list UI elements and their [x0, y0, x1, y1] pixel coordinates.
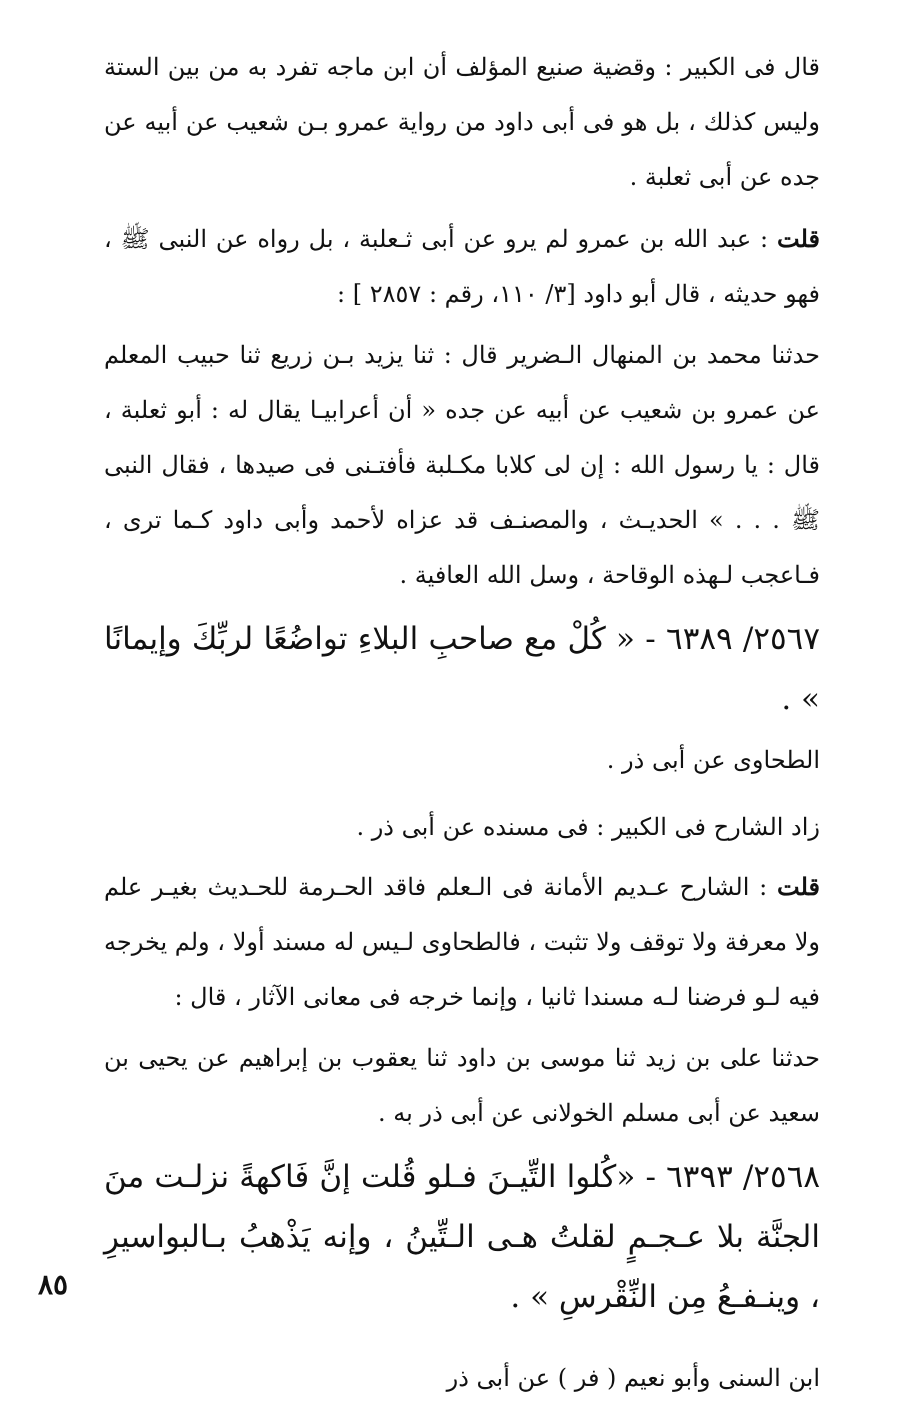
paragraph-qultu-2-text: : الشارح عـديم الأمانة فى الـعلم فاقد الحـرمة للحـديث بغيـر علم ولا معرفة ولا توقف ولا تثبت ، فالطحاوى لـيس له مسند أولا ، ولم يخرجه فيه لـو فرضنا لـه مسندا ثانيا ، وإنما خرجه فى معانى الآثار ، قال :	[104, 873, 820, 1011]
hadith-2567-source: الطحاوى عن أبى ذر .	[606, 746, 820, 774]
paragraph-isnad-abu-dawud: حدثنا محمد بن المنهال الـضرير قال : ثنا يزيد بـن زريع ثنا حبيب المعلم عن عمرو بن شعيب عن أبيه عن جده « أن أعرابيـا يقال له : أبو ثعلبة ، قال : يا رسول الله : إن لى كلابا مكـلبة فأفتـنى فى صيدها ، فقال النبى ﷺ . . . » الحديـث ، والمصنـف قد عزاه لأحمد وأبى داود كـما ترى ، فـاعجب لـهذه الوقاحة ، وسل الله العافية .	[104, 341, 820, 589]
spacer	[104, 1331, 820, 1351]
document-page	[104, 40, 820, 1392]
paragraph-sharih-addition: زاد الشارح فى الكبير : فى مسنده عن أبى ذر .	[356, 813, 820, 841]
paragraph-qultu-1-text: : عبد الله بن عمرو لم يرو عن أبى ثـعلبة ، بل رواه عن النبى ﷺ ، فهو حديثه ، قال أبو داود [٣/ ١١٠، رقم : ٢٨٥٧ ] :	[104, 225, 820, 308]
paragraph-kabir-note: قال فى الكبير : وقضية صنيع المؤلف أن ابن ماجه تفرد به من بين الستة وليس كذلك ، بل هو فى أبى داود من رواية عمرو بـن شعيب عن أبيه عن جده عن أبى ثعلبة .	[104, 53, 820, 191]
paragraph-qultu-2	[104, 859, 820, 1025]
paragraph-qultu-1	[104, 211, 820, 322]
page-number: ٨٥	[38, 1268, 69, 1301]
paragraph-isnad-tahawi: حدثنا على بن زيد ثنا موسى بن داود ثنا يعقوب بن إبراهيم عن يحيى بن سعيد عن أبى مسلم الخولانى عن أبى ذر به .	[104, 1044, 820, 1127]
hadith-2567: ٢٥٦٧/ ٦٣٨٩ - « كُلْ مع صاحبِ البلاءِ تواضُعًا لربِّكَ وإيمانًا » .	[104, 621, 820, 717]
hadith-2568-source: ابن السنى وأبو نعيم ( فر ) عن أبى ذر	[446, 1364, 820, 1392]
qultu-label: قلت	[777, 872, 820, 901]
qultu-label: قلت	[777, 224, 820, 253]
hadith-2568: ٢٥٦٨/ ٦٣٩٣ - «كُلوا التِّيـنَ فـلو قُلت إنَّ فَاكهةً نزلـت منَ الجنَّة بلا عـجـمٍ لقلتُ هـى الـتِّينُ ، وإنه يَذْهبُ بـالبواسيرِ ، وينـفـعُ مِن النِّقْرسِ » .	[104, 1159, 820, 1315]
